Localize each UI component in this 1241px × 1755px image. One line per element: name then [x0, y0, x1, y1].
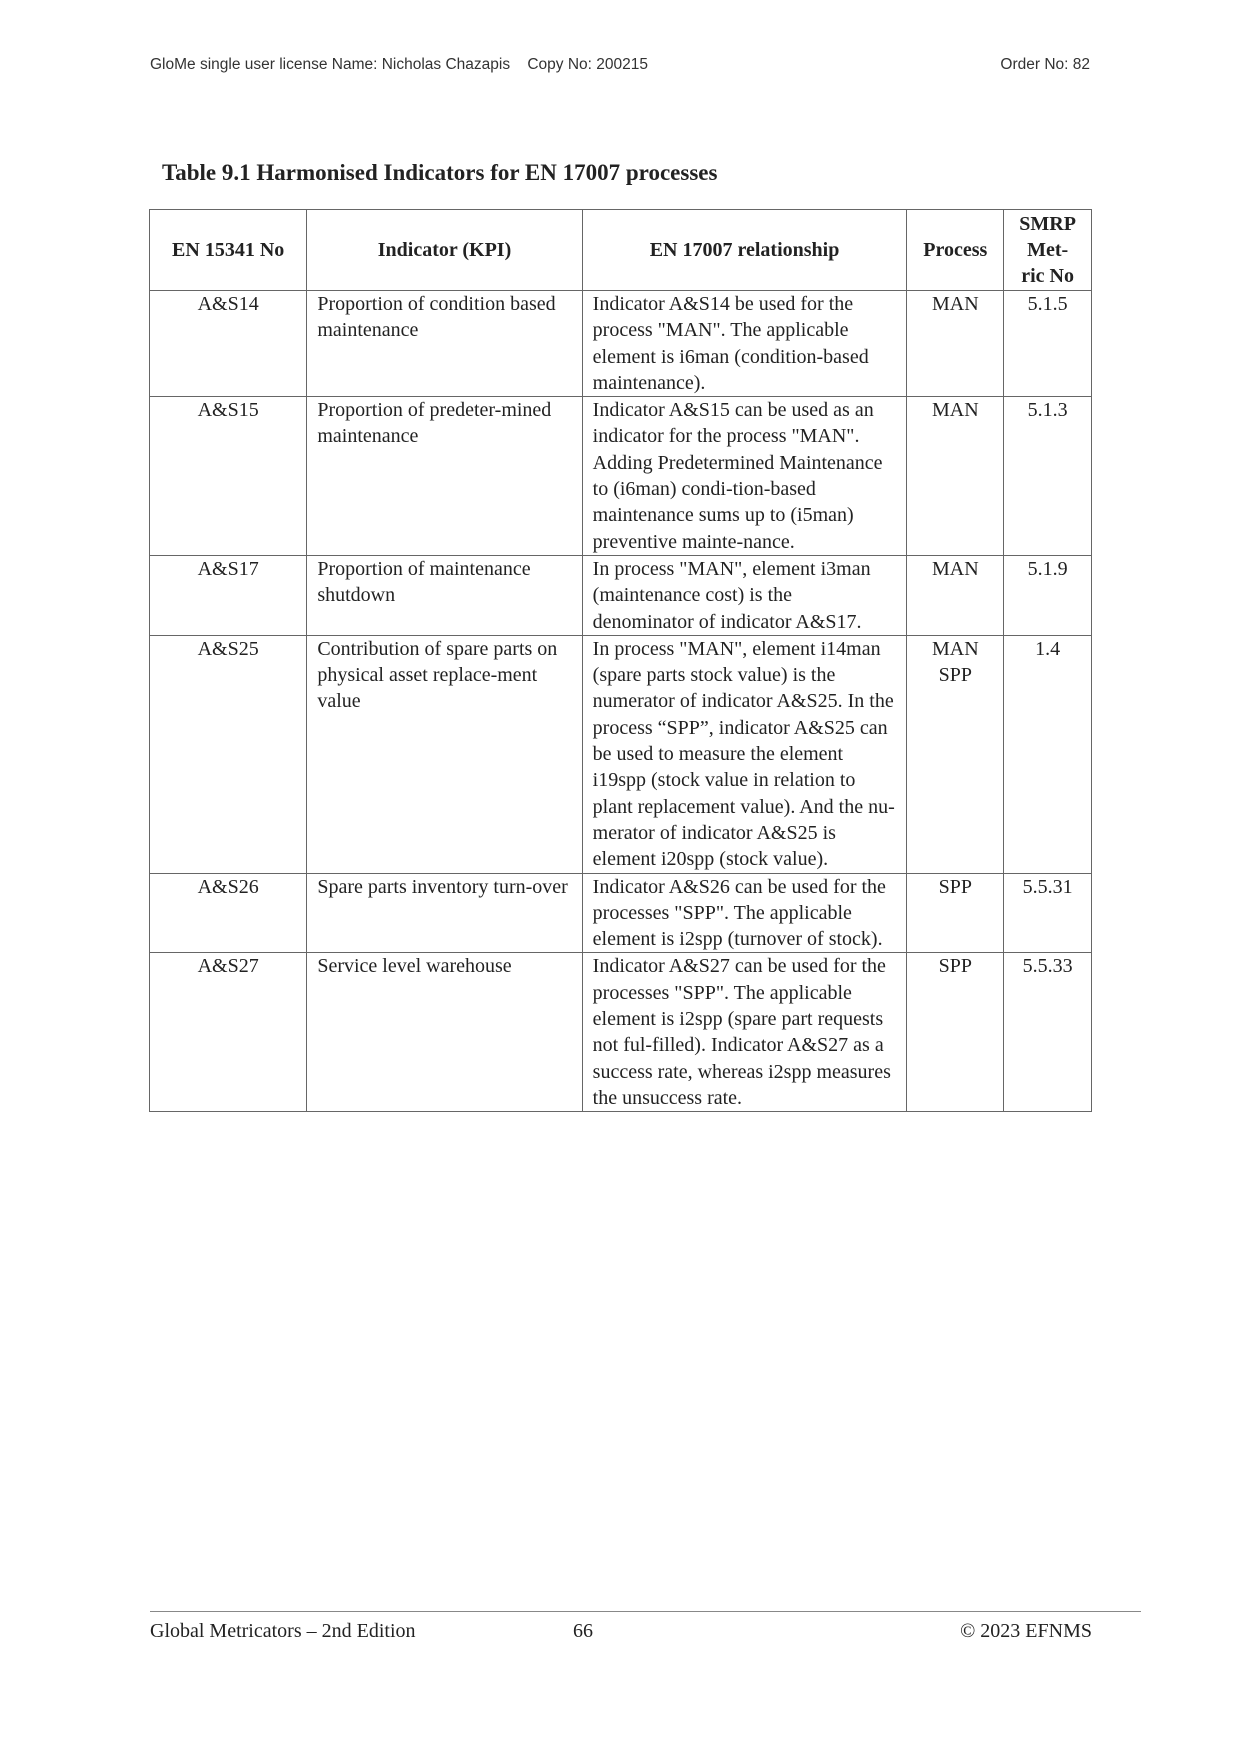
cell-relationship: Indicator A&S26 can be used for the processes "SPP". The applicable element is i2spp (turnover of stock).	[582, 873, 907, 953]
cell-process-primary: MAN	[931, 637, 979, 660]
cell-en-no: A&S25	[150, 635, 307, 873]
table-row	[150, 873, 1092, 953]
cell-relationship: In process "MAN", element i14man (spare parts stock value) is the numerator of indicator A&S25. In the process “SPP”, indicator A&S25 can be used to measure the element i19spp (stock value in relation to plant replacement value). And the nu-merator of indicator A&S25 is element i20spp (stock value).	[582, 635, 907, 873]
table-row	[150, 953, 1092, 1112]
cell-indicator: Proportion of maintenance shutdown	[307, 555, 582, 635]
cell-process-primary: SPP	[938, 955, 972, 978]
cell-smrp: 5.1.9	[1004, 555, 1092, 635]
cell-process	[907, 873, 1004, 953]
cell-relationship: In process "MAN", element i3man (maintenance cost) is the denominator of indicator A&S17.	[582, 555, 907, 635]
cell-process	[907, 953, 1004, 1112]
cell-process	[907, 555, 1004, 635]
cell-indicator: Proportion of condition based maintenance	[307, 291, 582, 397]
cell-en-no: A&S26	[150, 873, 307, 953]
cell-indicator: Proportion of predeter-mined maintenance	[307, 397, 582, 556]
page-footer	[150, 1620, 1092, 1646]
cell-relationship: Indicator A&S27 can be used for the processes "SPP". The applicable element is i2spp (spare part requests not ful-filled). Indicator A&S27 as a success rate, whereas i2spp measures the unsuccess rate.	[582, 953, 907, 1112]
table-row	[150, 635, 1092, 873]
cell-smrp: 5.1.3	[1004, 397, 1092, 556]
indicators-table	[149, 209, 1092, 1112]
cell-process-primary: SPP	[938, 875, 972, 898]
table-row	[150, 291, 1092, 397]
header-smrp-line2: Met-	[1027, 238, 1069, 261]
cell-process-primary: MAN	[931, 399, 979, 422]
license-header	[150, 56, 1090, 78]
order-number: Order No: 82	[1000, 56, 1090, 73]
table-row	[150, 555, 1092, 635]
cell-en-no: A&S14	[150, 291, 307, 397]
cell-process	[907, 291, 1004, 397]
table-row	[150, 397, 1092, 556]
page-number: 66	[573, 1620, 593, 1642]
cell-relationship: Indicator A&S15 can be used as an indicator for the process "MAN". Adding Predetermined Maintenance to (i6man) condi-tion-based maintenance sums up to (i5man) preventive mainte-nance.	[582, 397, 907, 556]
cell-smrp: 5.1.5	[1004, 291, 1092, 397]
header-smrp-line3: ric No	[1021, 265, 1074, 288]
cell-smrp: 5.5.33	[1004, 953, 1092, 1112]
header-en-no: EN 15341 No	[150, 210, 307, 291]
cell-en-no: A&S17	[150, 555, 307, 635]
cell-en-no: A&S27	[150, 953, 307, 1112]
cell-smrp: 1.4	[1004, 635, 1092, 873]
cell-indicator: Spare parts inventory turn-over	[307, 873, 582, 953]
cell-en-no: A&S15	[150, 397, 307, 556]
cell-indicator: Service level warehouse	[307, 953, 582, 1112]
header-smrp	[1004, 210, 1092, 291]
header-smrp-line1: SMRP	[1019, 212, 1076, 235]
footer-book-title: Global Metricators – 2nd Edition	[150, 1620, 416, 1642]
header-relationship: EN 17007 relationship	[582, 210, 907, 291]
cell-process-secondary: SPP	[938, 664, 972, 687]
cell-process-primary: MAN	[931, 293, 979, 315]
footer-divider	[150, 1611, 1141, 1612]
cell-relationship: Indicator A&S14 be used for the process "MAN". The applicable element is i6man (condition-based maintenance).	[582, 291, 907, 397]
cell-smrp: 5.5.31	[1004, 873, 1092, 953]
cell-process	[907, 397, 1004, 556]
header-process: Process	[907, 210, 1004, 291]
table-header-row	[150, 210, 1092, 291]
cell-process	[907, 635, 1004, 873]
header-indicator: Indicator (KPI)	[307, 210, 582, 291]
footer-copyright: © 2023 EFNMS	[960, 1620, 1092, 1642]
license-text: GloMe single user license Name: Nicholas Chazapis Copy No: 200215	[150, 56, 648, 73]
table-title: Table 9.1 Harmonised Indicators for EN 17007 processes	[162, 160, 718, 185]
cell-indicator: Contribution of spare parts on physical asset replace-ment value	[307, 635, 582, 873]
cell-process-primary: MAN	[931, 557, 979, 580]
